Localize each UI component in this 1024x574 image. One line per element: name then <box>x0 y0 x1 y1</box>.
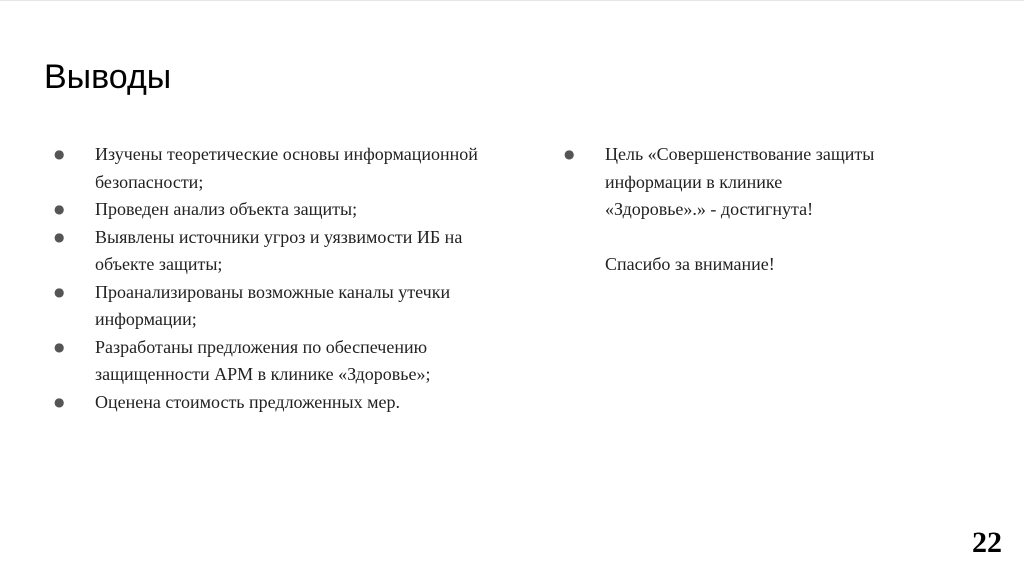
bullet-icon: ● <box>54 229 65 244</box>
list-item <box>52 141 492 196</box>
bullet-icon: ● <box>54 147 65 161</box>
bullet-icon: ● <box>564 147 575 161</box>
list-item <box>52 279 492 334</box>
conclusions-list <box>52 141 492 416</box>
list-item <box>562 141 882 224</box>
goal-list <box>562 141 882 279</box>
thanks-text: Спасибо за внимание! <box>605 254 775 274</box>
list-item-text: Проанализированы возможные каналы утечки информации; <box>95 281 451 329</box>
list-item <box>52 224 492 279</box>
goal-text: Цель «Совершенствование защиты информации в клинике «Здоровье».» - достигнута! <box>605 144 875 219</box>
list-item <box>52 196 492 224</box>
list-item-text: Изучены теоретические основы информационной безопасности; <box>95 144 478 192</box>
list-item-text: Выявлены источники угроз и уязвимости ИБ на объекте защиты; <box>95 226 463 274</box>
bullet-icon: ● <box>54 339 65 354</box>
bullet-icon: ● <box>54 394 65 409</box>
list-item-text: Разработаны предложения по обеспечению защищенности АРМ в клинике «Здоровье»; <box>95 336 431 384</box>
list-item <box>52 334 492 389</box>
list-item-text: Оценена стоимость предложенных мер. <box>95 391 401 412</box>
list-item <box>52 389 492 417</box>
bullet-icon: ● <box>54 202 65 216</box>
list-item-text: Проведен анализ объекта защиты; <box>95 199 358 219</box>
bullet-icon: ● <box>54 284 65 299</box>
slide-title: Выводы <box>44 58 172 96</box>
list-spacer <box>562 224 882 252</box>
list-item <box>562 251 882 279</box>
page-number: 22 <box>972 526 1002 559</box>
